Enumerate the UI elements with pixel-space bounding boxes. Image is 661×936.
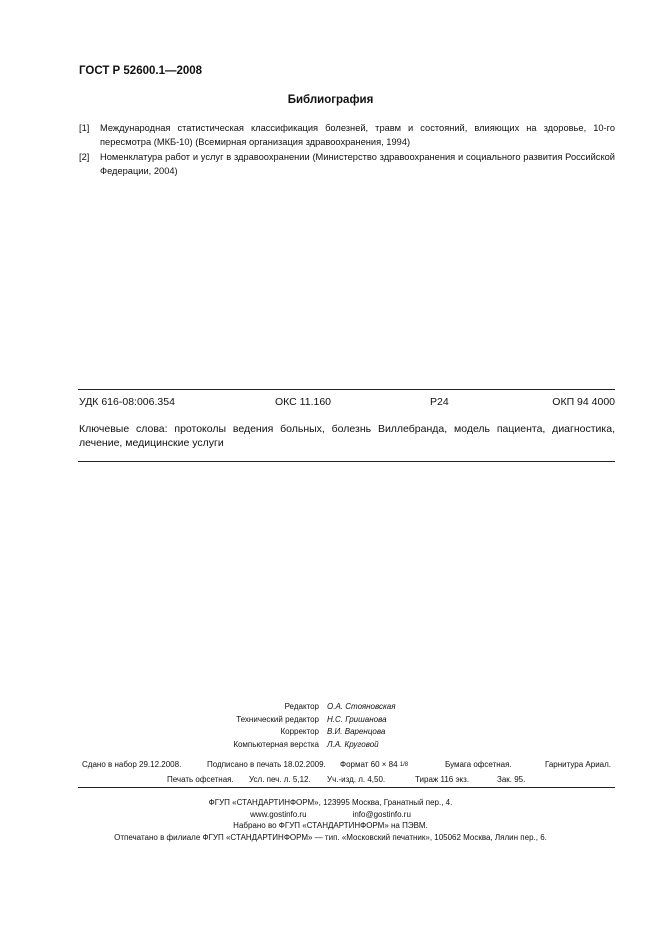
format-text: Формат 60 × 84 (340, 760, 398, 769)
printed-note: Отпечатано в филиале ФГУП «СТАНДАРТИНФОРМ» — тип. «Московский печатник», 105062 Москва, Лялин пер., 6. (114, 832, 547, 842)
credit-tech-editor (0, 714, 661, 727)
layout-name: Л.А. Круговой (327, 739, 379, 749)
tech-editor-role: Технический редактор (236, 714, 319, 724)
edit-sheets: Уч.-изд. л. 4,50. (327, 775, 386, 784)
print-info (79, 757, 615, 787)
publisher-address: ФГУП «СТАНДАРТИНФОРМ», 123995 Москва, Гранатный пер., 4. (208, 798, 453, 807)
keywords-text: протоколы ведения больных, болезнь Виллебранда, модель пациента, диагностика, лечение, медицинские услуги (79, 423, 615, 449)
editor-name: О.А. Стояновская (327, 702, 396, 711)
bibliography-item (79, 121, 615, 149)
credit-editor (0, 701, 661, 714)
bibliography-item-number: [1] (79, 123, 90, 133)
font-info: Гарнитура Ариал. (544, 760, 611, 769)
order-number: Зак. 95. (497, 775, 526, 784)
tech-editor-name: Н.С. Гришанова (327, 714, 387, 724)
okp-code: ОКП 94 4000 (552, 396, 615, 408)
corrector-role: Корректор (280, 727, 319, 736)
keywords (79, 422, 615, 450)
corrector-name: В.И. Варенцова (327, 727, 386, 736)
copies: Тираж 116 экз. (415, 775, 470, 784)
print-info-row-1 (79, 757, 615, 772)
oks-code: ОКС 11.160 (275, 396, 332, 408)
classification-line (79, 396, 615, 410)
typeset-note: Набрано во ФГУП «СТАНДАРТИНФОРМ» на ПЭВМ. (233, 821, 428, 830)
standard-code: ГОСТ Р 52600.1—2008 (79, 65, 203, 77)
keywords-label: Ключевые слова: (79, 423, 168, 435)
udk-code: УДК 616-08:006.354 (79, 396, 175, 408)
publisher-contacts (0, 809, 661, 821)
editor-role: Редактор (284, 702, 319, 711)
publisher-email[interactable]: info@gostinfo.ru (352, 809, 411, 819)
format-fraction: 1/8 (399, 762, 409, 768)
format-info (340, 757, 408, 773)
bibliography-title: Библиография (287, 94, 374, 106)
bibliography-item-number: [2] (79, 152, 90, 162)
credits-block (0, 701, 661, 751)
print-type: Печать офсетная. (167, 775, 234, 784)
bibliography-item-text: Международная статистическая классификация болезней, травм и состояний, влияющих на здоровье, 10-го пересмотра (МКБ-10) (Всемирная организация здравоохранения, 1994) (100, 123, 615, 147)
signed-date: Подписано в печать 18.02.2009. (207, 760, 326, 769)
bibliography-item-text: Номенклатура работ и услуг в здравоохранении (Министерство здравоохранения и социального развития Российской Федерации, 2004) (100, 152, 615, 176)
publisher-block (0, 797, 661, 843)
print-divider (78, 787, 615, 788)
print-info-row-2 (79, 772, 615, 787)
bibliography-list (79, 121, 615, 179)
group-code: Р24 (430, 396, 449, 408)
top-divider (78, 389, 615, 390)
publisher-website[interactable]: www.gostinfo.ru (250, 809, 307, 819)
credit-layout (0, 739, 661, 752)
bibliography-item (79, 150, 615, 178)
printed-sheets: Усл. печ. л. 5,12. (249, 775, 311, 784)
typeset-date: Сдано в набор 29.12.2008. (82, 760, 182, 769)
layout-role: Компьютерная верстка (233, 739, 319, 749)
credit-corrector (0, 726, 661, 739)
bottom-divider (78, 461, 615, 462)
paper-type: Бумага офсетная. (445, 760, 512, 769)
